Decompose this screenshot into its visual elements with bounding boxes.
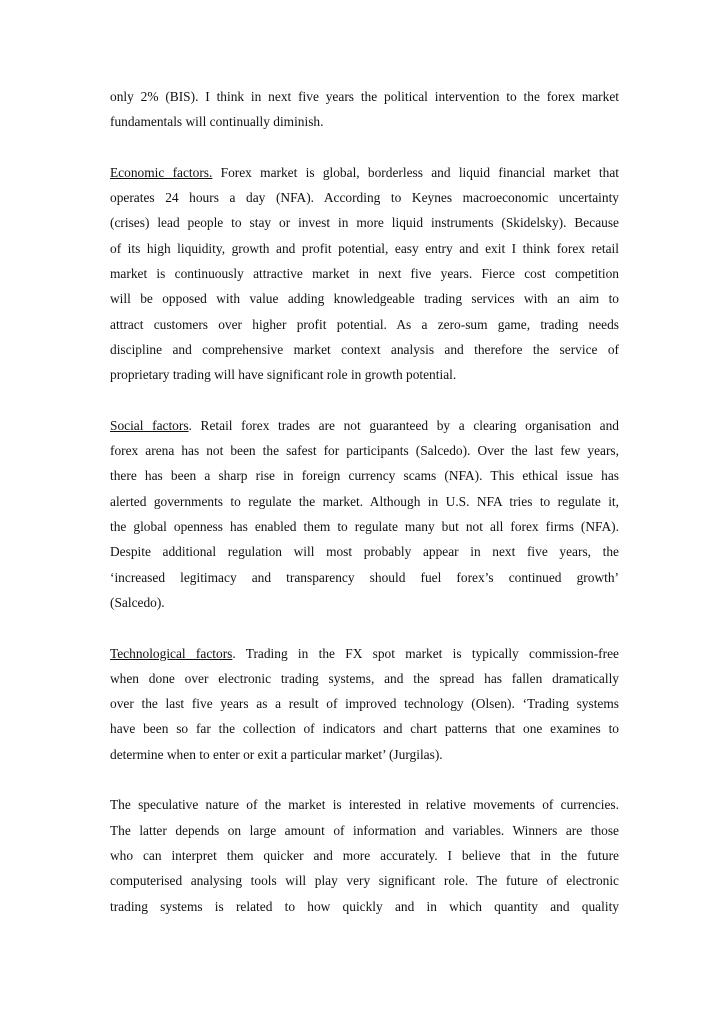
text-line: over the last five years as a result of improved technology (Olsen). ‘Trading systems <box>110 696 619 712</box>
text-line: who can interpret them quicker and more accurately. I believe that in the future <box>110 847 619 863</box>
text-line: (Salcedo). <box>110 594 165 610</box>
text-line-rest: . Trading in the FX spot market is typically commission-free <box>232 645 619 661</box>
text-line <box>110 641 619 666</box>
paragraph-speculative-nature <box>110 792 619 918</box>
text-line: Despite additional regulation will most probably appear in next five years, the <box>110 544 619 560</box>
document-page <box>110 84 619 919</box>
text-line: ‘increased legitimacy and transparency should fuel forex’s continued growth’ <box>110 569 619 585</box>
text-line: of its high liquidity, growth and profit potential, easy entry and exit I think forex retail <box>110 240 619 256</box>
text-line: determine when to enter or exit a particular market’ (Jurgilas). <box>110 746 443 762</box>
text-line: proprietary trading will have significant role in growth potential. <box>110 367 457 383</box>
paragraph-social-factors <box>110 413 619 615</box>
paragraph-technological-factors <box>110 641 619 767</box>
text-line-rest: . Retail forex trades are not guaranteed by a clearing organisation and <box>188 417 620 433</box>
text-line: The latter depends on large amount of information and variables. Winners are those <box>110 822 619 838</box>
text-line: fundamentals will continually diminish. <box>110 114 324 130</box>
section-heading-technological: Technological factors <box>110 645 233 661</box>
text-line: The speculative nature of the market is interested in relative movements of currencies. <box>110 797 619 813</box>
text-line <box>110 413 619 438</box>
text-line: will be opposed with value adding knowledgeable trading services with an aim to <box>110 291 619 307</box>
text-line: the global openness has enabled them to regulate many but not all forex firms (NFA). <box>110 519 619 535</box>
text-line: discipline and comprehensive market context analysis and therefore the service of <box>110 341 619 357</box>
text-line: operates 24 hours a day (NFA). According to Keynes macroeconomic uncertainty <box>110 190 619 206</box>
section-heading-economic: Economic factors. <box>110 164 213 180</box>
text-line: have been so far the collection of indicators and chart patterns that one examines to <box>110 721 619 737</box>
text-line: attract customers over higher profit potential. As a zero-sum game, trading needs <box>110 316 619 332</box>
text-line: computerised analysing tools will play very significant role. The future of electronic <box>110 873 619 889</box>
text-line: alerted governments to regulate the market. Although in U.S. NFA tries to regulate it, <box>110 493 619 509</box>
text-line: forex arena has not been the safest for participants (Salcedo). Over the last few years, <box>110 443 619 459</box>
paragraph-economic-factors <box>110 160 619 388</box>
text-line: only 2% (BIS). I think in next five years the political intervention to the forex market <box>110 89 619 104</box>
text-line: there has been a sharp rise in foreign currency scams (NFA). This ethical issue has <box>110 468 619 484</box>
text-line: market is continuously attractive market in next five years. Fierce cost competition <box>110 266 619 282</box>
text-line-rest: Forex market is global, borderless and liquid financial market that <box>212 164 620 180</box>
text-line: (crises) lead people to stay or invest in more liquid instruments (Skidelsky). Because <box>110 215 619 231</box>
text-line <box>110 160 619 185</box>
text-line: trading systems is related to how quickly and in which quantity and quality <box>110 898 619 914</box>
paragraph-intro-tail <box>110 84 619 135</box>
text-line: when done over electronic trading systems, and the spread has fallen dramatically <box>110 670 619 686</box>
section-heading-social: Social factors <box>110 417 189 433</box>
